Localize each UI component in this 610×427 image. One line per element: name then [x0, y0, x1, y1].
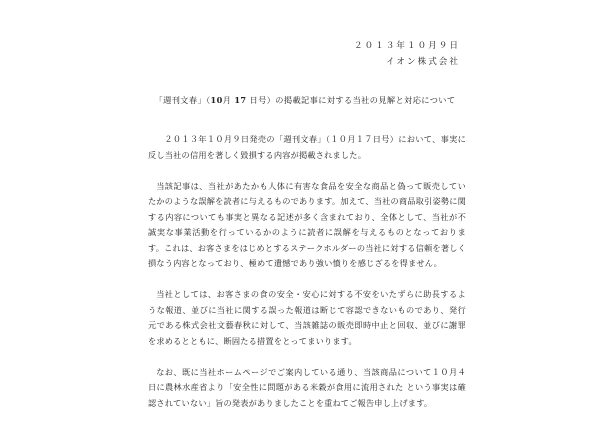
- document-title: [0, 95, 610, 106]
- paragraph-2: 当該記事は、当社があたかも人体に有害な食品を安全な商品と偽って販売していたかのような誤解を読者に与えるものであります。加えて、当社の商品取引姿勢に関する内容についても事実と異なる記述が多く含まれており、全体として、当社が不誠実な事業活動を行っているかのように読者に誤解を与えるものとなっております。これは、お客さまをはじめとするステークホルダーの当社に対する信頼を著しく損なう内容となっており、極めて遺憾であり強い憤りを感じざるを得ません。: [148, 180, 466, 268]
- title-suffix: 日号）の掲載記事に対する当社の見解と対応について: [246, 95, 456, 105]
- title-month-unit: 月: [222, 95, 235, 105]
- title-month: 10: [210, 95, 223, 105]
- document-body: [148, 132, 466, 427]
- paragraph-3: 当社としては、お客さまの食の安全・安心に対する不安をいたずらに助長するような報道、並びに当社に関する誤った報道は断じて容認できないものであり、発行元である株式会社文藝春秋に対して、当該雑誌の販売即時中止と回収、並びに謝罪を求めるとともに、断固たる措置をとってまいります。: [148, 289, 466, 346]
- issue-date: ２０１３年１０月９日: [354, 41, 460, 51]
- document-header: [354, 38, 460, 70]
- paragraph-1: ２０１３年１０月９日発売の「週刊文春」（１０月１７日号）において、事実に反し当社の信用を著しく毀損する内容が掲載されました。: [148, 134, 466, 160]
- title-prefix: 「週刊文春」（: [154, 95, 211, 105]
- company-name: イオン株式会社: [386, 57, 460, 67]
- title-day: 17: [234, 95, 247, 105]
- paragraph-4: なお、既に当社ホームページでご案内している通り、当該商品について１０月４日に農林水産省より「安全性に問題がある米穀が食用に流用された という事実は確認されていない」旨の発表がありましたことを重ねてご報告申し上げます。: [148, 366, 466, 408]
